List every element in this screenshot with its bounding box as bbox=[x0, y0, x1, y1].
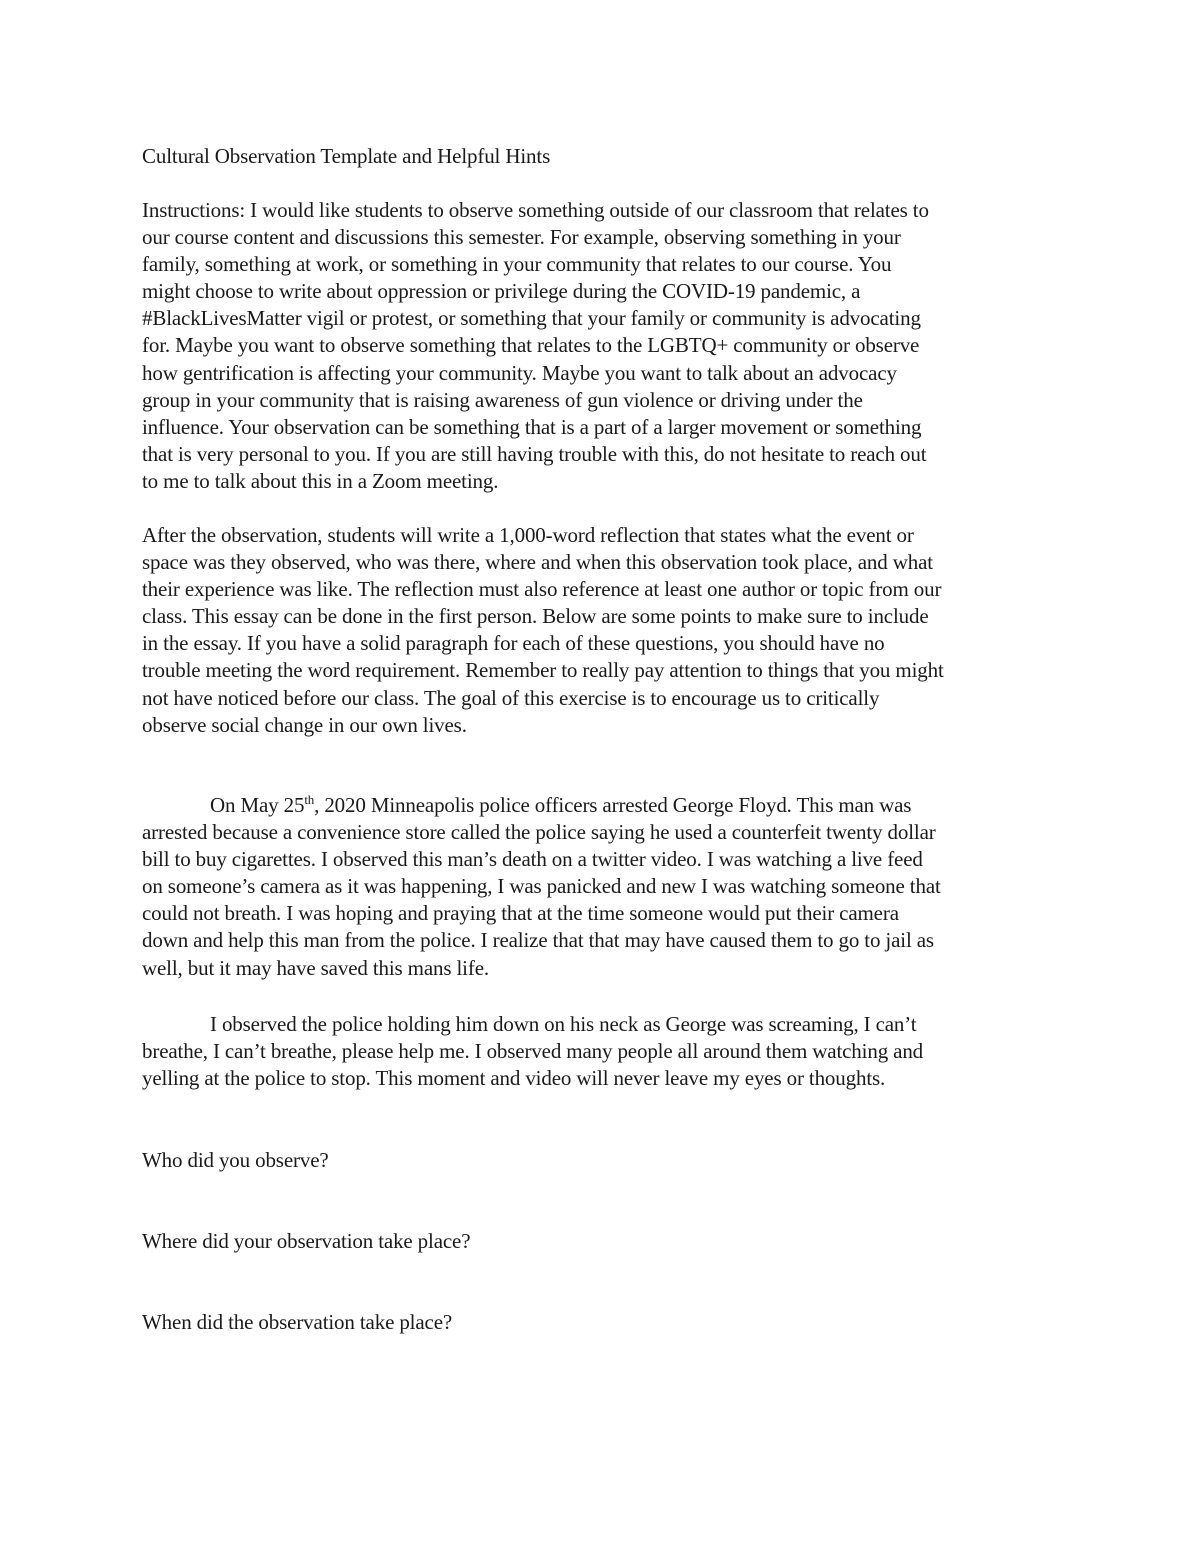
ordinal-superscript: th bbox=[304, 792, 315, 807]
question-where: Where did your observation take place? bbox=[142, 1229, 471, 1253]
essay-paragraph-1-rest: , 2020 Minneapolis police officers arrested George Floyd. This man was arrested because a convenience store called the police saying he used a counterfeit twenty dollar bill to buy cigarettes. I observed this man’s death on a twitter video. I was watching a live feed on someone’s camera as it was happening, I was panicked and new I was watching someone that could not breath. I was hoping and praying that at the time someone would put their camera down and help this man from the police. I realize that that may have caused them to go to jail as well, but it may have saved this mans life. bbox=[142, 793, 941, 980]
essay-paragraph-2: I observed the police holding him down on his neck as George was screaming, I can’t breathe, I can’t breathe, please help me. I observed many people all around them watching and yelling at the police to stop. This moment and video will never leave my eyes or thoughts. bbox=[142, 1012, 924, 1091]
document-title: Cultural Observation Template and Helpful Hints bbox=[142, 144, 551, 168]
essay-paragraph-1 bbox=[142, 792, 1082, 982]
essay-paragraph-1-start: On May 25 bbox=[210, 793, 305, 817]
question-when: When did the observation take place? bbox=[142, 1310, 453, 1334]
after-observation-paragraph: After the observation, students will write a 1,000-word reflection that states what the event or space was they observed, who was there, where and when this observation took place, and what their experience was like. The reflection must also reference at least one author or topic from our class. This essay can be done in the first person. Below are some points to make sure to include in the essay. If you have a solid paragraph for each of these questions, you should have no trouble meeting the word requirement. Remember to really pay attention to things that you might not have noticed before our class. The goal of this exercise is to encourage us to critically observe social change in our own lives. bbox=[142, 523, 944, 737]
question-who: Who did you observe? bbox=[142, 1148, 329, 1172]
instructions-paragraph: Instructions: I would like students to observe something outside of our classroom that relates to our course content and discussions this semester. For example, observing something in your family, something at work, or something in your community that relates to our course. You might choose to write about oppression or privilege during the COVID-19 pandemic, a #BlackLivesMatter vigil or protest, or something that your family or community is advocating for. Maybe you want to observe something that relates to the LGBTQ+ community or observe how gentrification is affecting your community. Maybe you want to talk about an advocacy group in your community that is raising awareness of gun violence or driving under the influence. Your observation can be something that is a part of a larger movement or something that is very personal to you. If you are still having trouble with this, do not hesitate to reach out to me to talk about this in a Zoom meeting. bbox=[142, 198, 929, 493]
